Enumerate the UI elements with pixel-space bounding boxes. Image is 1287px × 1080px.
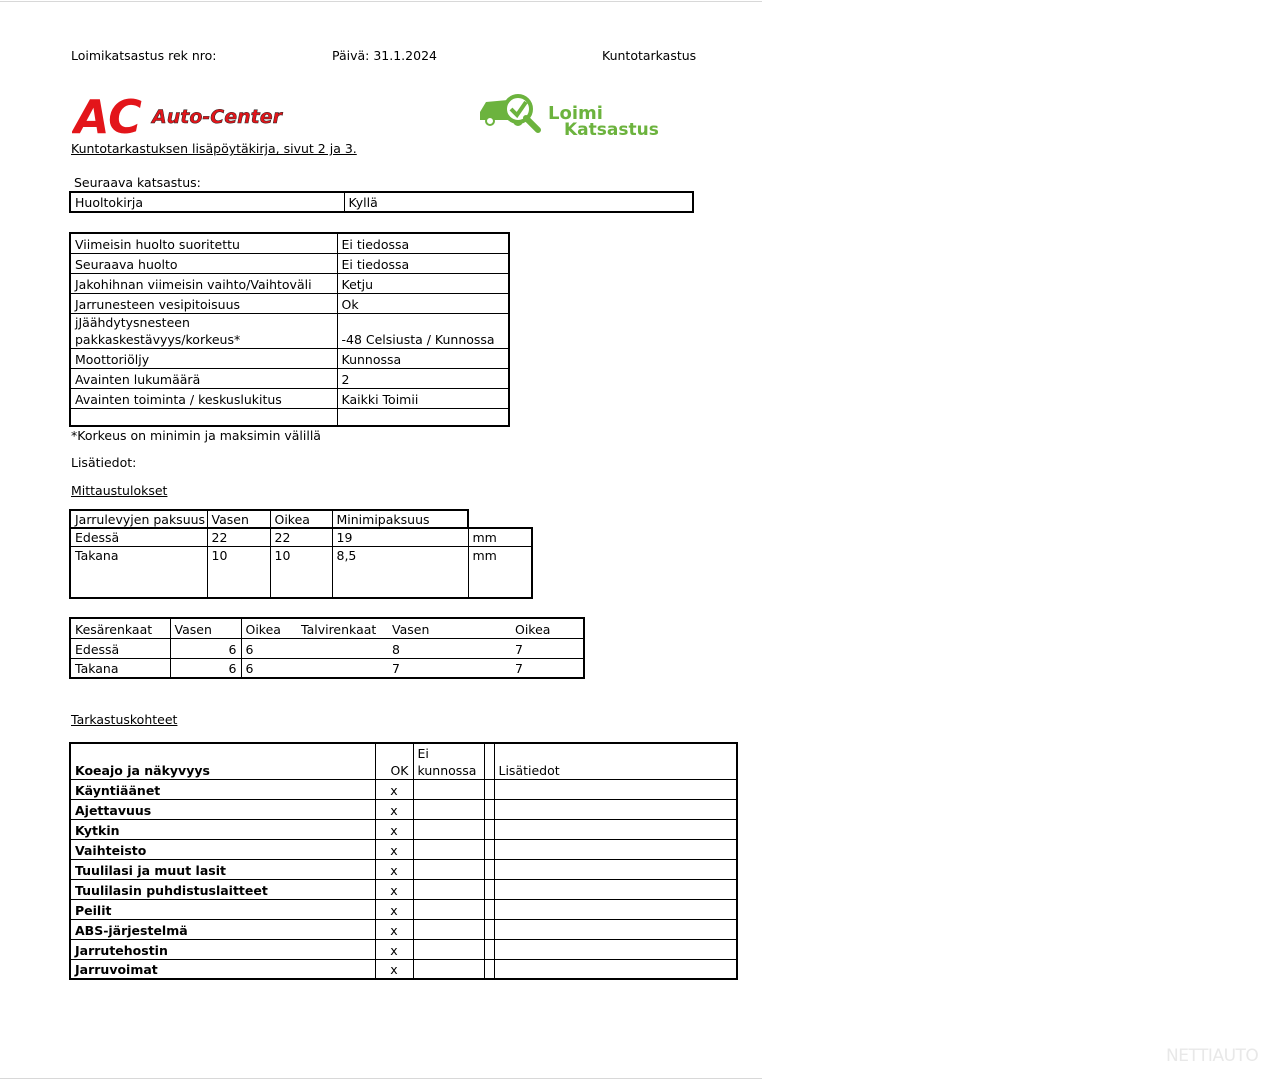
check-notes: [494, 859, 737, 879]
table-row: [70, 510, 468, 529]
maintenance-value: Kaikki Toimii: [337, 388, 509, 408]
tire-winter-left: 8: [388, 638, 483, 658]
table-row: [70, 618, 584, 638]
extra-info-label: Lisätiedot:: [71, 455, 137, 470]
checks-title: Tarkastuskohteet: [71, 712, 178, 727]
rek-nro-label: Loimikatsastus rek nro:: [71, 48, 217, 63]
brake-unit: mm: [468, 528, 532, 547]
check-ok-mark: x: [375, 819, 413, 839]
table-row: [70, 408, 509, 426]
table-row: [70, 273, 509, 293]
check-notes: [494, 919, 737, 939]
footnote: *Korkeus on minimin ja maksimin välillä: [71, 428, 321, 443]
check-item: ABS-järjestelmä: [70, 919, 375, 939]
tire-winter-right: 7: [483, 658, 584, 678]
check-notes: [494, 819, 737, 839]
check-not-ok: [413, 799, 484, 819]
checks-blank-column: [484, 743, 494, 779]
brake-left-value: 10: [207, 547, 270, 598]
table-row: [70, 348, 509, 368]
check-ok-mark: x: [375, 879, 413, 899]
inspection-type-label: Kuntotarkastus: [602, 48, 697, 63]
check-not-ok: [413, 779, 484, 799]
table-row: [70, 313, 509, 348]
next-inspection-label: Seuraava katsastus:: [74, 175, 201, 190]
check-blank: [484, 779, 494, 799]
autocenter-logo-graphic: [72, 88, 297, 138]
tire-tread-table: [69, 617, 585, 679]
checks-category-header: Koeajo ja näkyvyys: [70, 743, 375, 779]
check-ok-mark: x: [375, 799, 413, 819]
table-row: [70, 959, 737, 979]
check-not-ok: [413, 919, 484, 939]
table-row: [70, 388, 509, 408]
check-blank: [484, 959, 494, 979]
table-row: [70, 819, 737, 839]
brake-min-value: 19: [332, 528, 468, 547]
table-row: [70, 939, 737, 959]
check-item: Jarrutehostin: [70, 939, 375, 959]
tire-spacer: [297, 658, 388, 678]
service-book-value: Kyllä: [344, 192, 693, 212]
measurements-title: Mittaustulokset: [71, 483, 168, 498]
check-item: Ajettavuus: [70, 799, 375, 819]
table-row: [70, 638, 584, 658]
check-item: Tuulilasin puhdistuslaitteet: [70, 879, 375, 899]
table-row: [70, 879, 737, 899]
maintenance-value: -48 Celsiusta / Kunnossa: [337, 313, 509, 348]
table-row: [70, 658, 584, 678]
maintenance-label: Seuraava huolto: [70, 253, 337, 273]
brake-header-cell: Oikea: [270, 510, 332, 529]
check-item: Peilit: [70, 899, 375, 919]
loimi-katsastus-logo-graphic: [478, 90, 683, 138]
tire-row-label: Takana: [70, 658, 170, 678]
table-row: [70, 253, 509, 273]
check-item: Käyntiäänet: [70, 779, 375, 799]
tire-winter-right: 7: [483, 638, 584, 658]
check-item: Kytkin: [70, 819, 375, 839]
check-not-ok: [413, 939, 484, 959]
check-item: Vaihteisto: [70, 839, 375, 859]
maintenance-label: Moottoriöljy: [70, 348, 337, 368]
autocenter-logo: [72, 88, 297, 138]
table-row: [70, 779, 737, 799]
check-blank: [484, 879, 494, 899]
check-blank: [484, 859, 494, 879]
maintenance-value: Kunnossa: [337, 348, 509, 368]
nettiauto-watermark: NETTIAUTO: [1166, 1046, 1259, 1066]
brake-disc-body: [69, 527, 533, 599]
tire-header-cell: Vasen: [388, 618, 483, 638]
check-ok-mark: x: [375, 899, 413, 919]
table-row: [70, 192, 693, 212]
tire-spacer: [297, 638, 388, 658]
table-row: [70, 368, 509, 388]
autocenter-logo-mark: AC: [74, 90, 142, 138]
check-not-ok: [413, 899, 484, 919]
maintenance-value: [337, 408, 509, 426]
tire-row-label: Edessä: [70, 638, 170, 658]
page-top-edge: [0, 1, 762, 2]
table-row: [70, 899, 737, 919]
table-row: [70, 859, 737, 879]
tire-header-cell: Oikea: [483, 618, 584, 638]
check-ok-mark: x: [375, 859, 413, 879]
maintenance-table: [69, 232, 510, 427]
table-row: [70, 799, 737, 819]
brake-header-cell: Vasen: [207, 510, 270, 529]
checks-notes-header: Lisätiedot: [494, 743, 737, 779]
check-blank: [484, 939, 494, 959]
service-book-label: Huoltokirja: [70, 192, 344, 212]
brake-header-cell: Jarrulevyjen paksuus: [70, 510, 207, 529]
check-notes: [494, 959, 737, 979]
check-not-ok: [413, 859, 484, 879]
table-row: [70, 293, 509, 313]
brake-right-value: 22: [270, 528, 332, 547]
document-title: Kuntotarkastuksen lisäpöytäkirja, sivut 2 ja 3.: [71, 141, 357, 156]
brake-right-value: 10: [270, 547, 332, 598]
maintenance-label: Avainten lukumäärä: [70, 368, 337, 388]
page-bottom-edge: [0, 1078, 762, 1079]
tire-header-cell: Talvirenkaat: [297, 618, 388, 638]
tire-header-cell: Vasen: [170, 618, 241, 638]
maintenance-label: [70, 408, 337, 426]
check-ok-mark: x: [375, 959, 413, 979]
brake-header-cell: Minimipaksuus: [332, 510, 468, 529]
maintenance-label: Viimeisin huolto suoritettu: [70, 233, 337, 253]
maintenance-value: 2: [337, 368, 509, 388]
check-item: Jarruvoimat: [70, 959, 375, 979]
check-notes: [494, 899, 737, 919]
loimi-logo-line2: Katsastus: [564, 120, 659, 138]
check-notes: [494, 839, 737, 859]
check-ok-mark: x: [375, 919, 413, 939]
check-ok-mark: x: [375, 839, 413, 859]
tire-summer-right: 6: [241, 638, 297, 658]
tire-winter-left: 7: [388, 658, 483, 678]
car-check-icon: [480, 96, 538, 130]
loimi-katsastus-logo: [478, 90, 683, 138]
inspection-checks-table: [69, 742, 738, 980]
check-ok-mark: x: [375, 939, 413, 959]
check-blank: [484, 919, 494, 939]
tire-summer-left: 6: [170, 658, 241, 678]
maintenance-label: jJäähdytysnesteen pakkaskestävyys/korkeus*: [70, 313, 337, 348]
table-row: [70, 839, 737, 859]
checks-ok-header: OK: [375, 743, 413, 779]
maintenance-label: Avainten toiminta / keskuslukitus: [70, 388, 337, 408]
checks-not-ok-header: Ei kunnossa: [413, 743, 484, 779]
check-not-ok: [413, 879, 484, 899]
check-notes: [494, 779, 737, 799]
brake-disc-header: [69, 509, 469, 529]
maintenance-value: Ei tiedossa: [337, 253, 509, 273]
tire-summer-right: 6: [241, 658, 297, 678]
maintenance-value: Ketju: [337, 273, 509, 293]
brake-unit: mm: [468, 547, 532, 598]
check-not-ok: [413, 819, 484, 839]
table-row: [70, 919, 737, 939]
check-item: Tuulilasi ja muut lasit: [70, 859, 375, 879]
tire-summer-left: 6: [170, 638, 241, 658]
table-row: [70, 233, 509, 253]
table-row: [70, 547, 532, 598]
autocenter-logo-text: Auto-Center: [152, 106, 282, 128]
check-blank: [484, 899, 494, 919]
check-ok-mark: x: [375, 779, 413, 799]
brake-row-label: Edessä: [70, 528, 207, 547]
maintenance-label: Jakohihnan viimeisin vaihto/Vaihtoväli: [70, 273, 337, 293]
service-book-table: [69, 191, 694, 213]
brake-min-value: 8,5: [332, 547, 468, 598]
maintenance-label: Jarrunesteen vesipitoisuus: [70, 293, 337, 313]
check-blank: [484, 839, 494, 859]
date-label: Päivä: 31.1.2024: [332, 48, 437, 63]
maintenance-value: Ei tiedossa: [337, 233, 509, 253]
check-blank: [484, 819, 494, 839]
check-notes: [494, 879, 737, 899]
check-notes: [494, 799, 737, 819]
maintenance-value: Ok: [337, 293, 509, 313]
table-row: [70, 743, 737, 779]
brake-left-value: 22: [207, 528, 270, 547]
tire-header-cell: Oikea: [241, 618, 297, 638]
check-notes: [494, 939, 737, 959]
brake-row-label: Takana: [70, 547, 207, 598]
check-blank: [484, 799, 494, 819]
check-not-ok: [413, 839, 484, 859]
table-row: [70, 528, 532, 547]
loimi-logo-line1: Loimi: [548, 103, 603, 124]
tire-header-cell: Kesärenkaat: [70, 618, 170, 638]
brake-disc-table: [69, 509, 533, 599]
check-not-ok: [413, 959, 484, 979]
